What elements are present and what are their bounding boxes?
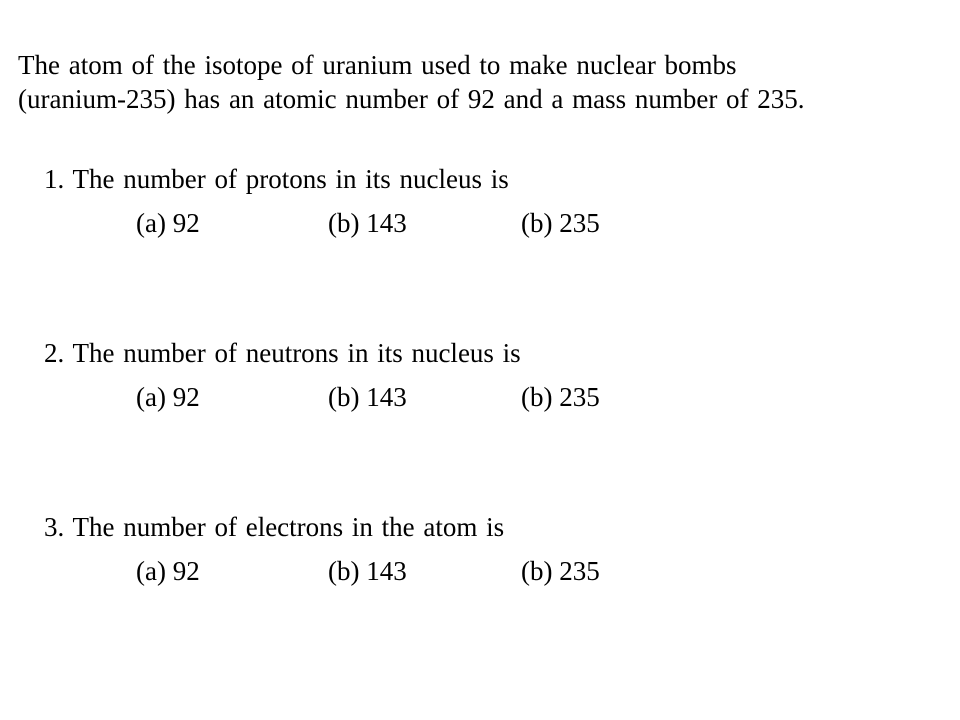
option-a: (a) 92 <box>136 556 200 586</box>
question-1 <box>44 162 924 240</box>
option-a: (a) 92 <box>136 382 200 412</box>
option-c: (b) 235 <box>521 382 600 412</box>
option-c: (b) 235 <box>521 556 600 586</box>
answer-options <box>44 554 924 588</box>
option-c: (b) 235 <box>521 208 600 238</box>
option-a: (a) 92 <box>136 208 200 238</box>
answer-options <box>44 206 924 240</box>
intro-paragraph <box>18 48 948 116</box>
question-stem: 2. The number of neutrons in its nucleus is <box>44 338 521 368</box>
question-3 <box>44 510 924 588</box>
option-b: (b) 143 <box>328 556 407 586</box>
question-2 <box>44 336 924 414</box>
option-b: (b) 143 <box>328 382 407 412</box>
question-stem: 3. The number of electrons in the atom is <box>44 512 505 542</box>
question-stem: 1. The number of protons in its nucleus is <box>44 164 509 194</box>
option-b: (b) 143 <box>328 208 407 238</box>
intro-line-1: The atom of the isotope of uranium used to make nuclear bombs <box>18 50 737 80</box>
intro-line-2: (uranium-235) has an atomic number of 92 and a mass number of 235. <box>18 84 805 114</box>
answer-options <box>44 380 924 414</box>
